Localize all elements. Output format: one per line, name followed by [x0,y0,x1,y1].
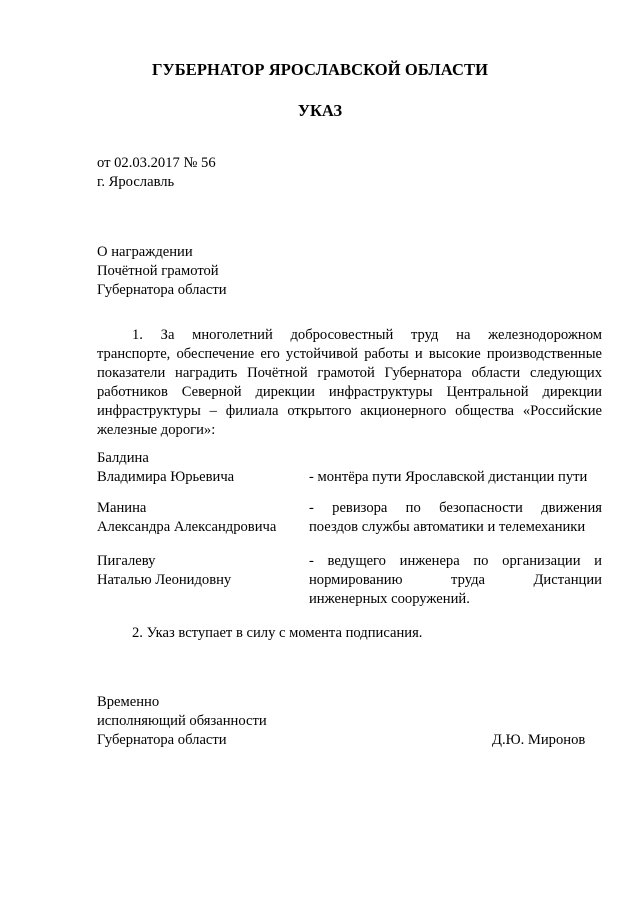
role-line: - ведущего инженера по организации и [309,553,602,569]
awardee-entry [97,449,602,487]
awardee-name [97,552,307,590]
awardee-surname: Балдина [97,450,149,466]
role-line: поездов службы автоматики и телемеханики [309,519,586,535]
position-line: Временно [97,694,160,710]
document-meta [97,154,216,192]
awardee-given-names: Александра Александровича [97,519,277,535]
paragraph-line: инфраструктуры – филиала открытого акционерного общества «Российские [97,403,602,419]
document-type: УКАЗ [297,101,343,120]
awardee-given-names: Наталью Леонидовну [97,572,232,588]
paragraph-line: 1. За многолетний добросовестный труд на железнодорожном [132,327,602,343]
signatory-position [97,693,267,750]
awardee-role [309,468,602,487]
subject-line: Губернатора области [97,282,227,298]
document-subject [97,243,227,300]
subject-line: Почётной грамотой [97,263,219,279]
awardee-name [97,449,307,487]
paragraph-line: показатели наградить Почётной грамотой Губернатора области следующих [97,365,602,381]
date-number: от 02.03.2017 № 56 [97,155,216,171]
paragraph-2: 2. Указ вступает в силу с момента подписания. [132,625,423,641]
role-line: - ревизора по безопасности движения [309,500,602,516]
awardee-entry [97,552,602,609]
role-line: - монтёра пути Ярославской дистанции пути [309,469,588,485]
role-line: нормированию труда Дистанции [309,572,602,588]
paragraph-line: железные дороги»: [97,422,216,438]
paragraph-line: работников Северной дирекции инфраструктуры Центральной дирекции [97,384,602,400]
paragraph-line: транспорте, обеспечение его устойчивой работы и высокие производственные [97,346,602,362]
awardee-role [309,552,602,609]
city: г. Ярославль [97,174,175,190]
role-line: инженерных сооружений. [309,591,470,607]
document-header-title: ГУБЕРНАТОР ЯРОСЛАВСКОЙ ОБЛАСТИ [151,60,489,79]
position-line: Губернатора области [97,732,227,748]
awardee-given-names: Владимира Юрьевича [97,469,235,485]
signatory-name: Д.Ю. Миронов [492,732,586,748]
subject-line: О награждении [97,244,193,260]
awardee-entry [97,499,602,537]
awardee-surname: Пигалеву [97,553,156,569]
position-line: исполняющий обязанности [97,713,267,729]
awardee-name [97,499,307,537]
awardee-role [309,499,602,537]
paragraph-1 [97,326,602,440]
awardee-surname: Манина [97,500,147,516]
